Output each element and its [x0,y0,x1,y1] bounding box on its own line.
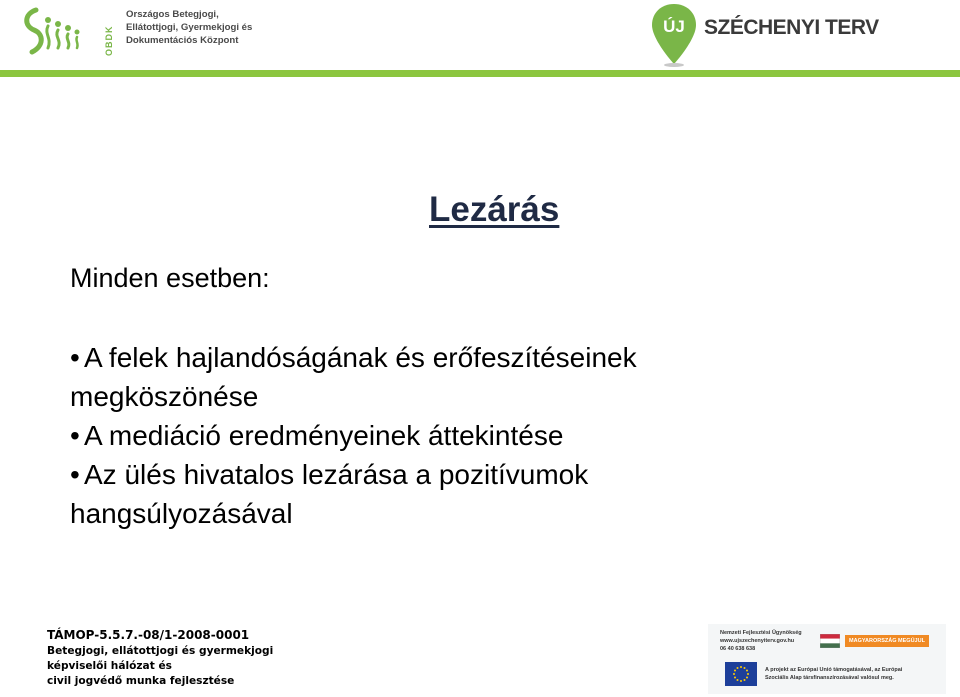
project-desc-line: képviselői hálózat és [47,660,172,672]
map-pin-icon [650,2,698,68]
bullet-item [70,416,770,455]
uj-szechenyi-terv-logo [650,2,880,68]
obdk-logo [22,4,253,60]
bullet-dot-icon: • [70,420,80,451]
project-desc-line: Betegjogi, ellátottjogi és gyermekjogi [47,645,274,657]
bullet-dot-icon: • [70,342,80,373]
obdk-name [126,8,253,47]
agency-line: Nemzeti Fejlesztési Ügynökség [720,630,802,636]
bullet-item [70,338,770,416]
bullet-list [70,338,770,533]
bullet-item [70,455,770,533]
eu-flag-icon [725,662,757,686]
header-divider [0,70,960,77]
obdk-swirl-icon [22,6,82,58]
obdk-abbreviation: OBDK [104,25,114,56]
eu-funding-line: A projekt az Európai Unió támogatásával, az Európai [765,667,903,673]
obdk-name-line: Ellátottjogi, Gyermekjogi és [126,22,253,33]
bullet-text: A felek hajlandóságának és erőfeszítéseinek megköszönése [70,342,637,412]
agency-info [720,629,815,653]
project-code: TÁMOP-5.5.7.-08/1-2008-0001 [47,628,250,642]
agency-line: www.ujszechenyiterv.gov.hu [720,638,795,644]
slide-title: Lezárás [429,190,560,229]
bullet-dot-icon: • [70,459,80,490]
footer-project-info [47,627,307,689]
obdk-name-line: Országos Betegjogi, [126,9,219,20]
agency-line: 06 40 638 638 [720,646,756,652]
magyarorszag-megujul-badge: MAGYARORSZÁG MEGÚJUL [845,635,929,647]
project-desc-line: civil jogvédő munka fejlesztése [47,675,235,687]
uj-logo-text: SZÉCHENYI TERV [704,16,879,39]
obdk-name-line: Dokumentációs Központ [126,35,239,46]
hungarian-flag-icon [820,634,840,648]
bullet-text: A mediáció eredményeinek áttekintése [84,420,564,451]
eu-funding-line: Szociális Alap társfinanszírozásával valósul meg. [765,675,894,681]
header [0,0,960,78]
bullet-text: Az ülés hivatalos lezárása a pozitívumok hangsúlyozásával [70,459,589,529]
eu-funding-text [765,666,943,682]
funding-info-block [708,624,946,694]
intro-text: Minden esetben: [70,263,270,293]
uj-pin-label: ÚJ [663,17,685,36]
